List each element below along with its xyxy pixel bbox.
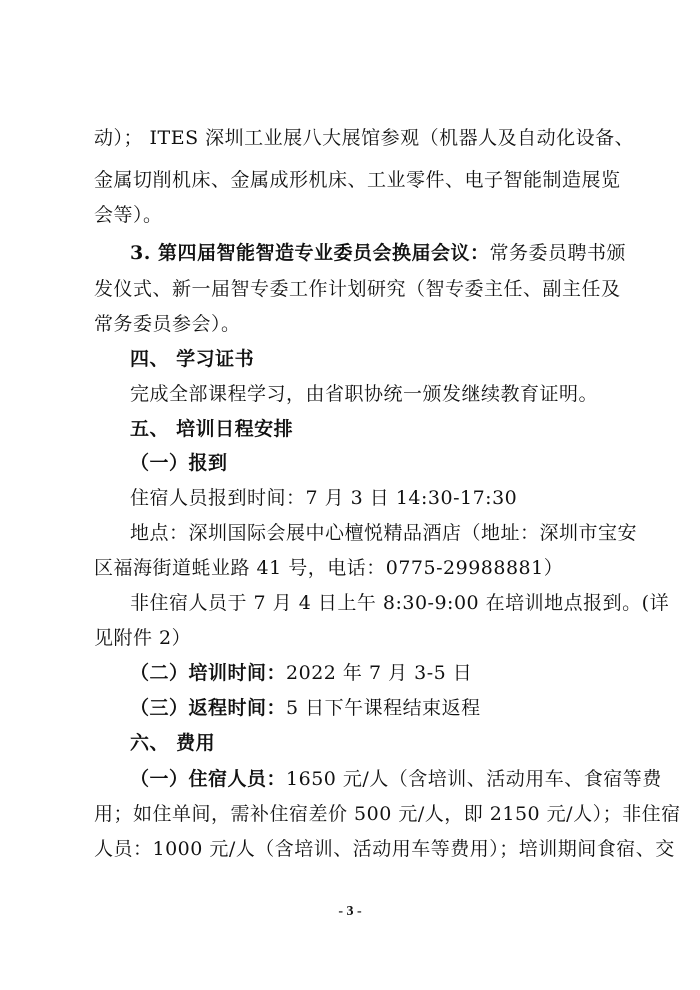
fees-resident-label: （一）住宿人员： (130, 768, 287, 790)
item3-heading: 3. 第四届智能智造专业委员会换届会议： (130, 242, 490, 264)
checkin-time: 住宿人员报到时间：7 月 3 日 14:30-17:30 (130, 487, 518, 509)
section4-heading: 四、 学习证书 (130, 348, 255, 370)
return-time-value: 5 日下午课程结束返程 (286, 697, 481, 719)
paragraph-line: 常务委员参会）。 (94, 313, 241, 335)
return-time (130, 695, 481, 721)
paragraph-line: 发仪式、新一届智专委工作计划研究（智专委主任、副主任及 (94, 278, 621, 300)
training-time-value: 2022 年 7 月 3-5 日 (286, 662, 473, 684)
return-time-label: （三）返程时间： (130, 697, 287, 719)
section4-body: 完成全部课程学习，由省职协统一颁发继续教育证明。 (130, 383, 599, 405)
paragraph-line: 动）； ITES 深圳工业展八大展馆参观（机器人及自动化设备、 (94, 127, 635, 149)
location-line: 地点：深圳国际会展中心檀悦精品酒店（地址：深圳市宝安 (130, 522, 638, 544)
section5-sub1-heading: （一）报到 (130, 452, 228, 474)
paragraph-line: 金属切削机床、金属成形机床、工业零件、电子智能制造展览 (94, 169, 621, 191)
training-time (130, 660, 472, 686)
paragraph-line: 会等）。 (94, 204, 163, 226)
training-time-label: （二）培训时间： (130, 662, 287, 684)
page-number: - 3 - (338, 904, 362, 919)
paragraph-line: 用；如住单间，需补住宿差价 500 元/人，即 2150 元/人）；非住宿 (94, 803, 681, 825)
nonresident-line: 非住宿人员于 7 月 4 日上午 8:30-9:00 在培训地点报到。(详 (130, 592, 670, 614)
item3-text: 常务委员聘书颁 (489, 242, 626, 264)
fees-first-line (130, 766, 662, 792)
location-line: 区福海街道蚝业路 41 号，电话：0775-29988881） (94, 557, 564, 579)
paragraph-line: 人员：1000 元/人（含培训、活动用车等费用）；培训期间食宿、交 (94, 838, 675, 860)
fees-resident-text: 1650 元/人（含培训、活动用车、食宿等费 (286, 768, 662, 790)
section5-heading: 五、 培训日程安排 (130, 418, 294, 440)
section6-heading: 六、 费用 (130, 732, 216, 754)
item3-first-line (130, 240, 626, 266)
nonresident-line: 见附件 2） (94, 627, 192, 649)
